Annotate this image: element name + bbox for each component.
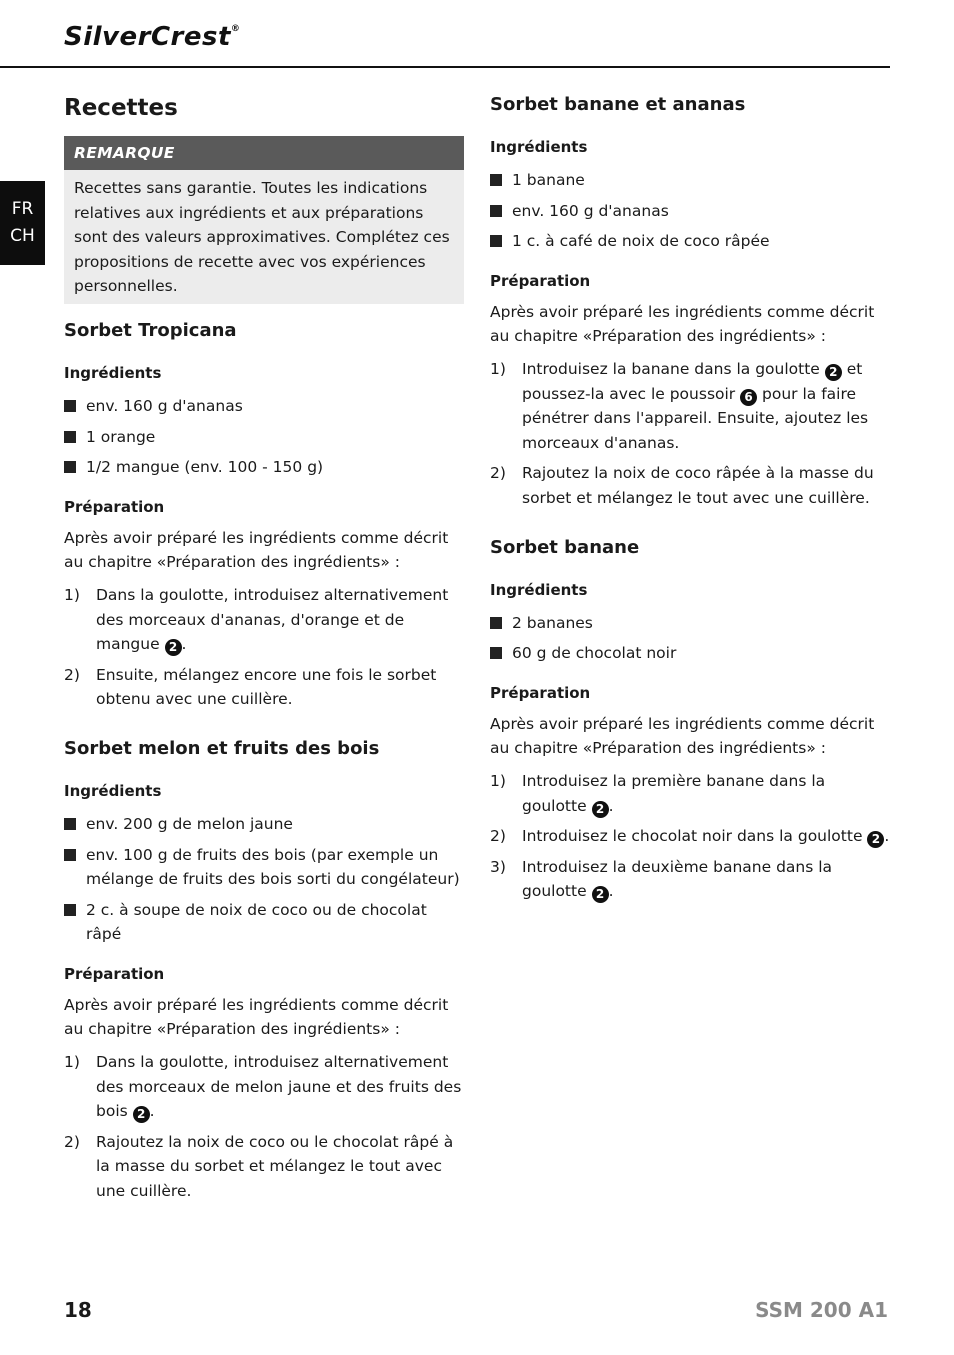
step-item: 2) Rajoutez la noix de coco râpée à la masse du sorbet et mélangez le tout avec une cuillère.: [490, 464, 874, 507]
step-item: 1) Dans la goulotte, introduisez alternativement des morceaux d'ananas, d'orange et de mangue 2 .: [64, 585, 449, 655]
note-text: Recettes sans garantie. Toutes les indications relatives aux ingrédients et aux préparations sont des valeurs approximatives. Complétez ces propositions de recette avec vos expériences personnelles.: [74, 179, 450, 296]
ingredients-label: Ingrédients: [64, 781, 162, 800]
step-item: 3) Introduisez la deuxième banane dans la goulotte 2 .: [490, 857, 833, 902]
ingredient-list: [490, 611, 890, 666]
ingredient-list: [64, 394, 464, 480]
preparation-intro: Après avoir préparé les ingrédients comme décrit au chapitre «Préparation des ingrédients» :: [490, 302, 875, 346]
list-item: 1/2 mangue (env. 100 - 150 g): [64, 455, 464, 480]
list-item: env. 100 g de fruits des bois (par exemple un mélange de fruits des bois sorti du congélateur): [64, 843, 464, 892]
lang-fr: FR: [11, 199, 34, 219]
page-number: 18: [64, 1298, 92, 1322]
ingredients-label: Ingrédients: [64, 363, 162, 382]
left-column: [64, 92, 464, 1210]
model-number: SSM 200 A1: [755, 1298, 888, 1322]
list-item: 1 orange: [64, 425, 464, 450]
preparation-label: Préparation: [64, 497, 165, 516]
step-item: 2) Rajoutez la noix de coco ou le chocolat râpé à la masse du sorbet et mélangez le tout avec une cuillère.: [64, 1132, 454, 1201]
ingredient-list: [490, 168, 890, 254]
ingredients-label: Ingrédients: [490, 138, 588, 156]
step-item: 1) Dans la goulotte, introduisez alternativement des morceaux de melon jaune et des fruits des bois 2 .: [64, 1053, 462, 1122]
ingredient-list: [64, 812, 464, 947]
step-item: 2) Introduisez le chocolat noir dans la goulotte 2 .: [490, 827, 890, 847]
list-item: 60 g de chocolat noir: [490, 641, 890, 666]
step-item: 1) Introduisez la première banane dans la goulotte 2 .: [490, 771, 826, 816]
ingredients-label: Ingrédients: [490, 580, 588, 599]
ref-badge: 2: [592, 801, 609, 818]
ref-badge: 2: [867, 831, 884, 848]
list-item: 2 c. à soupe de noix de coco ou de chocolat râpé: [64, 898, 464, 947]
step-list: [64, 583, 464, 712]
recipe-title: Sorbet banane et ananas: [490, 94, 746, 115]
step-item: 2) Ensuite, mélangez encore une fois le sorbet obtenu avec une cuillère.: [64, 665, 437, 709]
page-title: Recettes: [64, 95, 178, 121]
step-item: 1) Introduisez la banane dans la goulotte 2 et poussez-la avec le poussoir 6 pour la faire pénétrer dans l'appareil. Ensuite, ajoutez les morceaux d'ananas.: [490, 359, 869, 452]
preparation-label: Préparation: [490, 683, 591, 702]
step-list: [490, 769, 890, 904]
right-column: [490, 92, 890, 910]
note-title: REMARQUE: [64, 136, 464, 170]
preparation-intro: Après avoir préparé les ingrédients comme décrit au chapitre «Préparation des ingrédients» :: [490, 714, 875, 758]
list-item: 1 banane: [490, 168, 890, 193]
note-box: [64, 136, 464, 304]
lang-ch: CH: [10, 226, 35, 246]
list-item: env. 200 g de melon jaune: [64, 812, 464, 837]
preparation-intro: Après avoir préparé les ingrédients comme décrit au chapitre «Préparation des ingrédients» :: [64, 995, 449, 1039]
step-list: [490, 357, 890, 511]
preparation-label: Préparation: [490, 271, 591, 290]
ref-badge: 2: [592, 886, 609, 903]
ref-badge: 2: [825, 364, 842, 381]
ref-badge: 6: [740, 389, 757, 406]
brand-logo: [64, 22, 240, 52]
language-tab: [0, 181, 45, 265]
step-list: [64, 1050, 464, 1204]
preparation-label: Préparation: [64, 964, 165, 983]
list-item: 2 bananes: [490, 611, 890, 636]
list-item: env. 160 g d'ananas: [64, 394, 464, 419]
brand-text: SilverCrest: [64, 22, 231, 52]
ref-badge: 2: [165, 639, 182, 656]
preparation-intro: Après avoir préparé les ingrédients comme décrit au chapitre «Préparation des ingrédients» :: [64, 528, 449, 572]
registered-mark: ®: [230, 24, 241, 34]
recipe-title: Sorbet banane: [490, 536, 640, 558]
recipe-title: Sorbet melon et fruits des bois: [64, 737, 380, 759]
header-rule: [0, 66, 890, 68]
recipe-title: Sorbet Tropicana: [64, 319, 237, 341]
list-item: env. 160 g d'ananas: [490, 199, 890, 224]
ref-badge: 2: [133, 1106, 150, 1123]
list-item: 1 c. à café de noix de coco râpée: [490, 229, 890, 254]
